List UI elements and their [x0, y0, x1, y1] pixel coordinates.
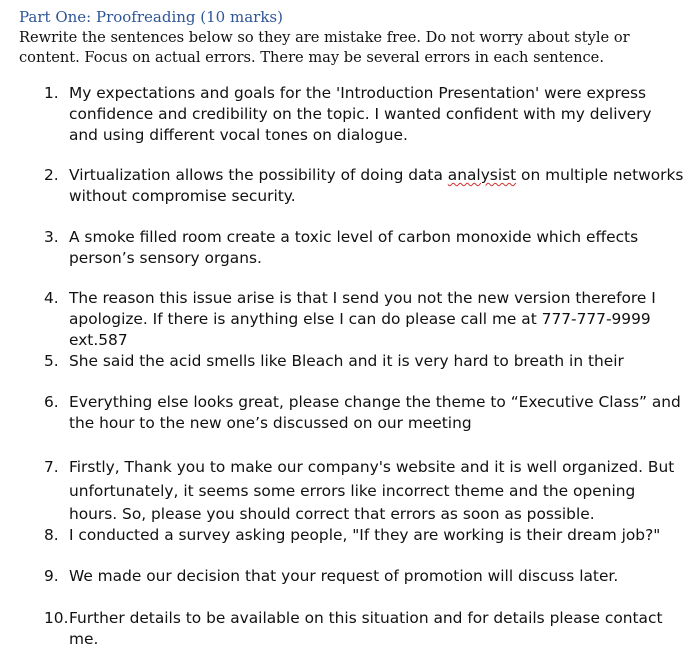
list-item-text: Everything else looks great, please change the theme to “Executive Class” and the hour to the new one’s discussed on our meeting	[69, 393, 681, 432]
spelling-flagged-word[interactable]: analysist	[447, 166, 517, 184]
list-item-number: 3.	[44, 228, 59, 246]
list-item-number: 6.	[44, 393, 59, 411]
list-item-text: My expectations and goals for the 'Introduction Presentation' were express confidence and credibility on the topic. I wanted confident with my delivery and using different vocal tones on dialogue.	[69, 84, 652, 144]
list-item-number: 1.	[44, 84, 59, 102]
list-item-text: We made our decision that your request of promotion will discuss later.	[69, 567, 619, 585]
list-item-text: The reason this issue arise is that I send you not the new version therefore I apologize. If there is anything else I can do please call me at 777-777-9999 ext.587	[69, 289, 656, 349]
list-item-text: A smoke filled room create a toxic level of carbon monoxide which effects person’s sensory organs.	[69, 228, 639, 267]
list-item-text: I conducted a survey asking people, "If they are working is their dream job?"	[69, 526, 661, 544]
section-heading: Part One: Proofreading (10 marks)	[19, 8, 283, 26]
list-item-number: 10.	[44, 609, 69, 627]
list-item-number: 5.	[44, 352, 59, 370]
list-item-number: 7.	[44, 458, 59, 476]
list-item-number: 9.	[44, 567, 59, 585]
list-item-text: She said the acid smells like Bleach and it is very hard to breath in their	[69, 352, 624, 370]
list-item-text	[69, 165, 685, 207]
text-segment: on multiple networks without compromise security.	[69, 166, 684, 205]
text-segment: Virtualization allows the possibility of doing data	[69, 166, 448, 184]
list-item-text: Further details to be available on this situation and for details please contact me.	[69, 609, 663, 648]
list-item-number: 2.	[44, 166, 59, 184]
list-item-number: 4.	[44, 289, 59, 307]
list-item-text: Firstly, Thank you to make our company's website and it is well organized. But unfortunately, it seems some errors like incorrect theme and the opening hours. So, please you should correct that errors as soon as possible.	[69, 458, 675, 523]
list-item-number: 8.	[44, 526, 59, 544]
instructions-paragraph: Rewrite the sentences below so they are mistake free. Do not worry about style or content. Focus on actual errors. There may be several errors in each sentence.	[19, 29, 630, 66]
